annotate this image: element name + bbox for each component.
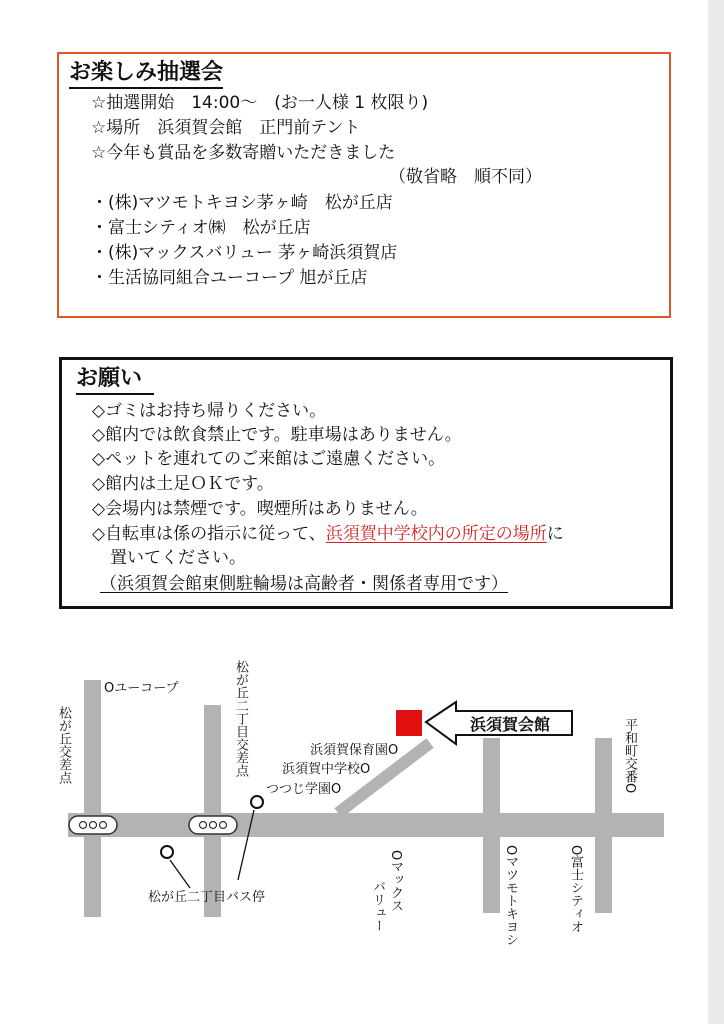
requests-title: お願い — [76, 366, 154, 395]
lottery-section — [57, 52, 671, 318]
label-bus-stop: 松が丘二丁目バス停 — [148, 890, 266, 905]
bus-stop-north-icon — [251, 796, 263, 808]
bus-stop-south-icon — [161, 846, 173, 858]
label-matsugaoka-2-crossing: 松が丘二丁目交差点 — [233, 660, 248, 777]
sponsor-item: ・富士シティオ㈱ 松が丘店 — [91, 218, 311, 238]
label-matsukiyo: Oマツモトキヨシ — [503, 845, 518, 947]
sponsor-item: ・(株)マックスバリュー 茅ヶ崎浜須賀店 — [91, 243, 398, 263]
request-item: ◇ゴミはお持ち帰りください。 — [92, 401, 327, 421]
label-tsutsuji: つつじ学園O — [266, 782, 342, 797]
label-ucoop: Oユーコープ — [104, 681, 179, 696]
label-matsugaoka-crossing: 松が丘交差点 — [56, 706, 71, 784]
request-bicycle-note: （浜須賀会館東側駐輪場は高齢者・関係者専用です） — [100, 574, 508, 594]
label-heiwacho-crossing: 平和町交番O — [622, 718, 637, 794]
label-hoikuen: 浜須賀保育園O — [310, 743, 399, 758]
label-chugakko: 浜須賀中学校O — [282, 762, 371, 777]
sponsor-item: ・生活協同組合ユーコープ 旭が丘店 — [91, 268, 368, 288]
lottery-start-time: ☆抽選開始 14:00～ (お一人様 1 枚限り) — [91, 93, 429, 113]
request-item: ◇館内では飲食禁止です。駐車場はありません。 — [92, 425, 462, 445]
access-map — [0, 640, 724, 1000]
label-maxvalu: Oマックス — [388, 850, 403, 913]
lottery-title: お楽しみ抽選会 — [69, 60, 223, 89]
request-item: ◇会場内は禁煙です。喫煙所はありません。 — [92, 499, 428, 519]
label-maxvalu-2: バリュー — [370, 880, 385, 932]
sponsor-item: ・(株)マツモトキヨシ茅ヶ崎 松が丘店 — [91, 193, 393, 213]
request-item: ◇ペットを連れてのご来館はご遠慮ください。 — [92, 449, 446, 469]
request-bicycle-prefix: ◇自転車は係の指示に従って、 — [92, 524, 326, 544]
request-item: ◇館内は土足ＯＫです。 — [92, 474, 274, 494]
lottery-prizes-note: ☆今年も賞品を多数寄贈いただきました — [91, 143, 396, 163]
lottery-location: ☆場所 浜須賀会館 正門前テント — [91, 118, 361, 138]
requests-section — [59, 357, 673, 609]
destination-label: 浜須賀会館 — [470, 715, 551, 734]
road-vertical-matsugaoka-2 — [204, 705, 221, 917]
road-vertical-matsugaoka — [84, 680, 101, 917]
road-main-horizontal — [68, 813, 664, 837]
label-fuji-citio: O富士シティオ — [568, 845, 583, 934]
request-bicycle-suffix: に — [546, 524, 564, 544]
kaikan-marker-icon — [396, 710, 422, 736]
request-bicycle — [92, 523, 564, 545]
request-bicycle-line2: 置いてください。 — [110, 548, 246, 568]
lottery-honorific-note: （敬省略 順不同） — [389, 167, 542, 187]
bicycle-parking-highlight: 浜須賀中学校内の所定の場所 — [325, 524, 547, 544]
